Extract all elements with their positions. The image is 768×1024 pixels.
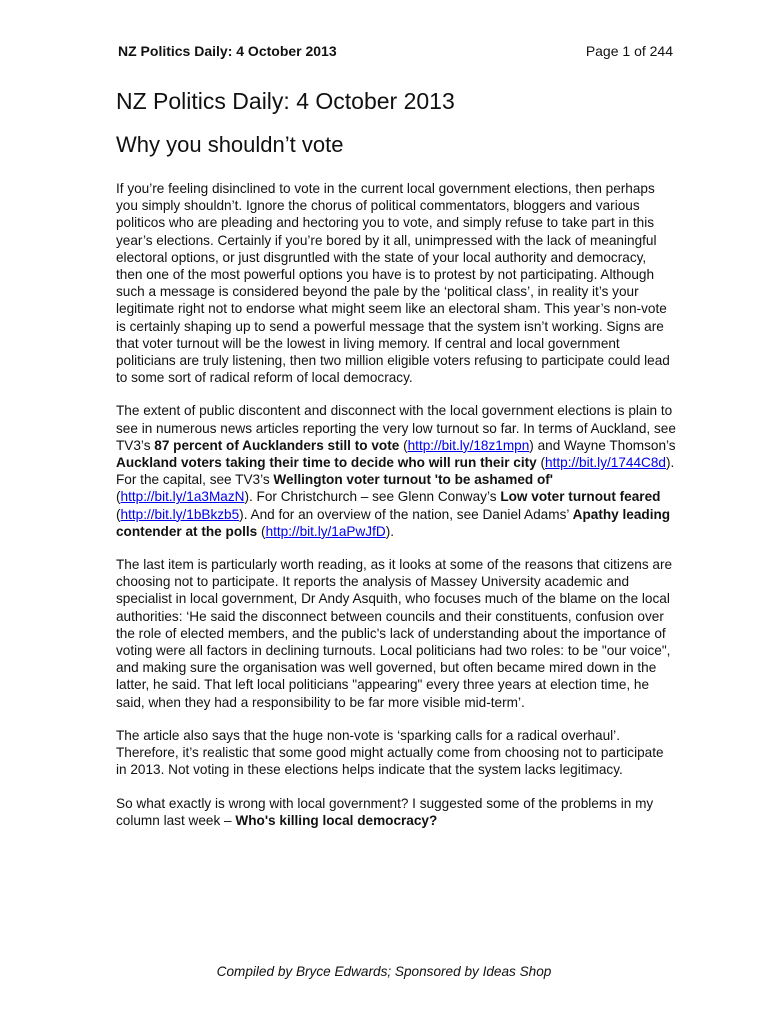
link-1a3mazn[interactable]: http://bit.ly/1a3MazN (120, 489, 245, 505)
paragraph-1: If you’re feeling disinclined to vote in the current local government elections, then perhaps you simply shouldn’t. Ignore the chorus of political commentators, bloggers and various politicos who are pleading and hectoring you to vote, and simply refuse to take part in this year’s elections. Certainly if you’re bored by it all, unimpressed with the lack of meaningful electoral options, or just disgruntled with the state of your local authority and democracy, then one of the most powerful options you have is to protest by not participating. Although such a message is considered beyond the pale by the ‘political class’, in reality it’s your legitimate right not to endorse what might seem like an electoral sham. This year’s non-vote is certainly shaping up to send a powerful message that the system isn’t working. Signs are that voter turnout will be the lowest in living memory. If central and local government politicians are truly listening, then two million eligible voters refusing to participate could lead to some sort of radical reform of local democracy. (116, 181, 670, 386)
paragraph-2 (116, 402, 676, 540)
document-title: NZ Politics Daily: 4 October 2013 (116, 88, 455, 114)
link-1bbkzb5[interactable]: http://bit.ly/1bBkzb5 (120, 506, 240, 522)
section-title: Why you shouldn’t vote (116, 132, 344, 157)
text-run: ). For Christchurch – see Glenn Conway’s (244, 489, 501, 505)
text-run: So what exactly is wrong with local government? I suggested some of the problems in my column last week – (116, 795, 654, 828)
text-run: ( (116, 506, 121, 522)
text-run: ( (116, 489, 121, 505)
text-run: ( (536, 455, 546, 471)
paragraph-4: The article also says that the huge non-vote is ‘sparking calls for a radical overhaul’. Therefore, it’s realistic that some good might actually come from choosing not to participate in 2013. Not voting in these elections helps indicate that the system lacks legitimacy. (116, 727, 664, 778)
column-title: Who's killing local democracy? (235, 812, 438, 828)
article-title-wellington: Wellington voter turnout 'to be ashamed of' (273, 472, 554, 488)
text-run: The extent of public discontent and disconnect with the local government elections is plain to see in numerous news articles reporting the very low turnout so far. In terms of Auckland, see TV3’s (116, 403, 676, 453)
text-run: ) and Wayne Thomson’s (529, 437, 676, 453)
text-run: ( (399, 437, 408, 453)
article-title-aucklanders: 87 percent of Aucklanders still to vote (154, 437, 400, 453)
running-header-title: NZ Politics Daily: 4 October 2013 (118, 43, 337, 59)
article-title-auckland-voters: Auckland voters taking their time to decide who will run their city (116, 455, 537, 471)
link-1apwjfd[interactable]: http://bit.ly/1aPwJfD (265, 523, 386, 539)
text-run: ). (385, 523, 395, 539)
text-run: ). For the capital, see TV3’s (116, 455, 675, 488)
article-title-christchurch: Low voter turnout feared (500, 489, 661, 505)
paragraph-3: The last item is particularly worth reading, as it looks at some of the reasons that citizens are choosing not to participate. It reports the analysis of Massey University academic and specialist in local government, Dr Andy Asquith, who focuses much of the blame on the local authorities: ‘He said the disconnect between councils and their constituents, confusion over the role of elected members, and the public's lack of understanding about the importance of voting were all factors in declining turnouts. Local politicians had two roles: to be "our voice", and making sure the organisation was well governed, but often became mired down in the latter, he said. That left local politicians "appearing" every three years at election time, he said, when they had a responsibility to be far more visible mid-term’. (116, 557, 673, 710)
document-body (116, 86, 676, 845)
running-header (118, 42, 673, 60)
article-title-apathy: Apathy leading contender at the polls (116, 506, 671, 539)
page-number: Page 1 of 244 (585, 43, 673, 59)
page-footer: Compiled by Bryce Edwards; Sponsored by Ideas Shop (216, 964, 552, 979)
text-run: ( (257, 523, 266, 539)
text-run: ). And for an overview of the nation, see Daniel Adams’ (239, 506, 573, 522)
paragraph-5 (116, 795, 676, 829)
link-1744c8d[interactable]: http://bit.ly/1744C8d (545, 455, 666, 471)
link-18z1mpn[interactable]: http://bit.ly/18z1mpn (407, 437, 530, 453)
